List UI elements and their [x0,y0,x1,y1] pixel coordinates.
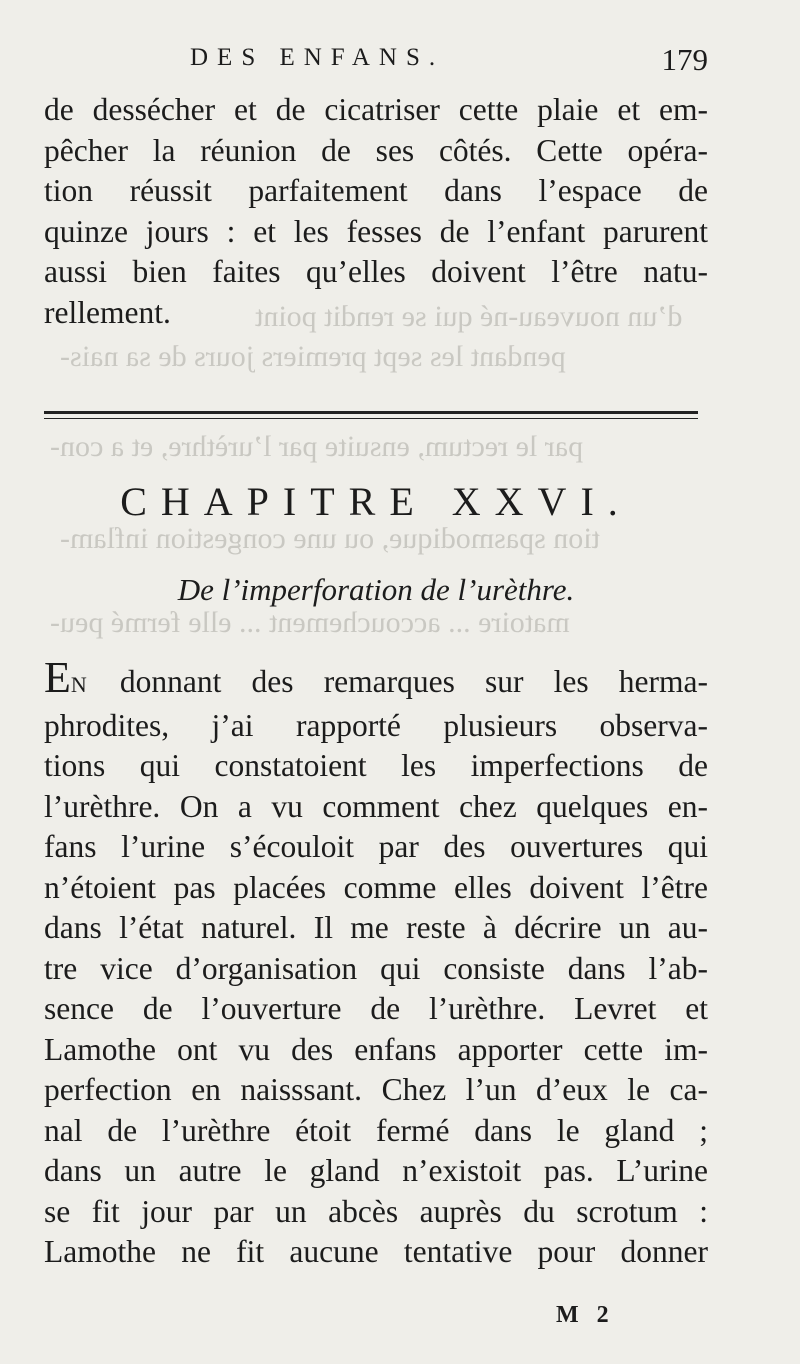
text-line: dans un autre le gland n’existoit pas. L’urine [44,1153,708,1188]
first-line-text: donnant des remarques sur les herma- [89,664,708,699]
text-line: pêcher la réunion de ses côtés. Cette opéra- [44,132,708,168]
text-line: tions qui constatoient les imperfections de [44,748,708,783]
text-line: Lamothe ont vu des enfans apporter cette im- [44,1031,708,1067]
small-cap: N [70,672,90,697]
text-line: n’étoient pas placées comme elles doivent l’être [44,869,708,905]
bleed-through-line: matoire ... accouchement ... elle fermé peu- [50,606,570,639]
bleed-through-line: d’un nouveau-né qui se rendit point [255,300,683,333]
chapter-subtitle: De l’imperforation de l’urèthre. [177,572,575,607]
text-line-first [44,653,708,706]
text-line: phrodites, j’ai rapporté plusieurs observa- [44,707,708,743]
text-line: fans l’urine s’écouloit par des ouvertures qui [44,829,708,864]
top-paragraph [44,90,708,333]
text-line: dans l’état naturel. Il me reste à décrire un au- [44,910,708,945]
chapter-title: CHAPITRE XXVI. [120,479,632,524]
body-paragraph [44,653,708,1273]
text-line: de dessécher et de cicatriser cette plaie et em- [44,92,708,127]
bleed-through-line: par le rectum, ensuite par l’urèthre, et a con- [50,430,584,463]
running-head: DES ENFANS. [190,44,445,71]
signature-mark: M 2 [556,1302,615,1328]
section-rule-thick [44,411,698,414]
drop-cap: E [44,653,71,702]
text-line: quinze jours : et les fesses de l’enfant parurent [44,213,708,249]
text-line: tion réussit parfaitement dans l’espace de [44,173,708,208]
page-header [42,42,708,92]
bleed-through-line: pendant les sept premiers jours de sa nais- [60,340,566,373]
section-rule-thin [44,418,698,419]
text-line: sence de l’ouverture de l’urèthre. Levret et [44,991,708,1026]
text-line: Lamothe ne fit aucune tentative pour donner [44,1234,708,1269]
text-line: tre vice d’organisation qui consiste dans l’ab- [44,950,708,986]
bleed-through-line: tion spasmodique, ou une congestion inflam- [60,522,600,555]
text-line: perfection en naisssant. Chez l’un d’eux le ca- [44,1072,708,1107]
text-line: rellement. [44,294,171,330]
text-line: aussi bien faites qu’elles doivent l’être natu- [44,254,708,289]
text-line: l’urèthre. On a vu comment chez quelques en- [44,788,708,824]
text-line: nal de l’urèthre étoit fermé dans le gland ; [44,1112,708,1148]
page-number: 179 [661,42,708,77]
text-line: se fit jour par un abcès auprès du scrotum : [44,1193,708,1229]
